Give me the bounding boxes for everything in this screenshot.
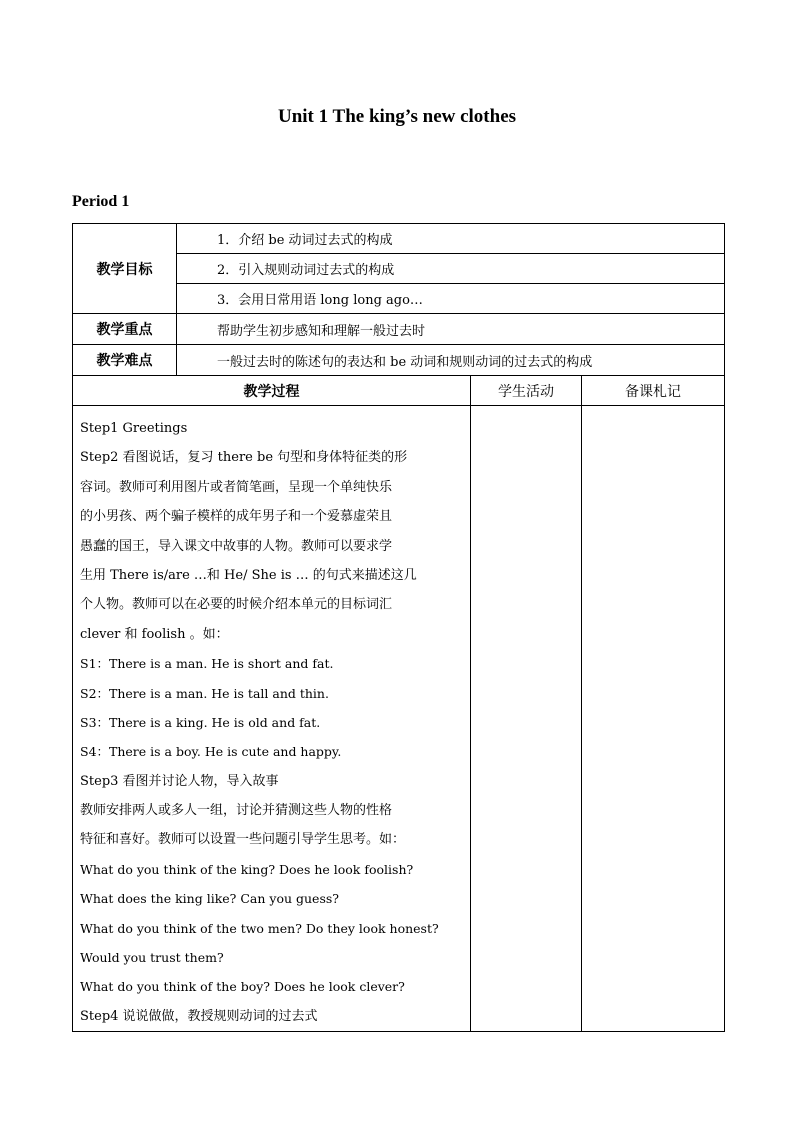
process-header: 教学过程: [73, 376, 471, 406]
objective-item: 2．引入规则动词过去式的构成: [177, 254, 725, 284]
table-row: [73, 224, 725, 254]
process-line: What do you think of the two men? Do they look honest?: [80, 920, 439, 936]
process-cell: [73, 406, 471, 1032]
process-line: Step3 看图并讨论人物，导入故事: [80, 773, 279, 789]
process-line: S2：There is a man. He is tall and thin.: [80, 685, 329, 701]
difficulty-label: 教学难点: [73, 345, 177, 376]
table-row: [73, 376, 725, 406]
process-line: What does the king like? Can you guess?: [80, 891, 339, 907]
table-row: [73, 314, 725, 345]
table-row: [73, 345, 725, 376]
notes-cell: [582, 406, 725, 1032]
student-activity-header: 学生活动: [471, 376, 582, 406]
process-line: 容词。教师可利用图片或者简笔画，呈现一个单纯快乐: [80, 479, 393, 495]
process-line: S3：There is a king. He is old and fat.: [80, 714, 321, 730]
process-line: What do you think of the boy? Does he look clever?: [80, 979, 405, 995]
objective-item: 3．会用日常用语 long long ago…: [177, 284, 725, 314]
objectives-label: 教学目标: [73, 224, 177, 314]
process-line: clever 和 foolish 。如：: [80, 626, 229, 642]
page-title: Unit 1 The king’s new clothes: [277, 106, 517, 127]
process-line: 个人物。教师可以在必要的时候介绍本单元的目标词汇: [80, 597, 393, 613]
period-heading: Period 1: [72, 193, 130, 210]
process-line: 生用 There is/are …和 He/ She is … 的句式来描述这几: [80, 567, 417, 583]
key-point-label: 教学重点: [73, 314, 177, 345]
process-line: Step2 看图说话，复习 there be 句型和身体特征类的形: [80, 450, 408, 466]
notes-header: 备课札记: [582, 376, 725, 406]
process-line: 特征和喜好。教师可以设置一些问题引导学生思考。如：: [80, 832, 406, 848]
lesson-plan-table: [72, 223, 725, 1032]
process-line: Would you trust them?: [80, 950, 224, 966]
process-steps: [73, 406, 470, 1031]
key-point-text: 帮助学生初步感知和理解一般过去时: [177, 314, 725, 345]
process-line: S1：There is a man. He is short and fat.: [80, 656, 334, 672]
objective-item: 1．介绍 be 动词过去式的构成: [177, 224, 725, 254]
table-row: [73, 406, 725, 1032]
student-activity-cell: [471, 406, 582, 1032]
process-line: S4：There is a boy. He is cute and happy.: [80, 744, 342, 760]
difficulty-text: 一般过去时的陈述句的表达和 be 动词和规则动词的过去式的构成: [177, 345, 725, 376]
process-line: 愚蠢的国王，导入课文中故事的人物。教师可以要求学: [80, 538, 393, 554]
process-line: Step4 说说做做，教授规则动词的过去式: [80, 1008, 318, 1024]
process-line: 教师安排两人或多人一组，讨论并猜测这些人物的性格: [80, 803, 393, 819]
process-line: What do you think of the king? Does he look foolish?: [80, 861, 414, 877]
process-line: 的小男孩、两个骗子模样的成年男子和一个爱慕虚荣且: [80, 509, 393, 525]
process-line: Step1 Greetings: [80, 421, 188, 436]
